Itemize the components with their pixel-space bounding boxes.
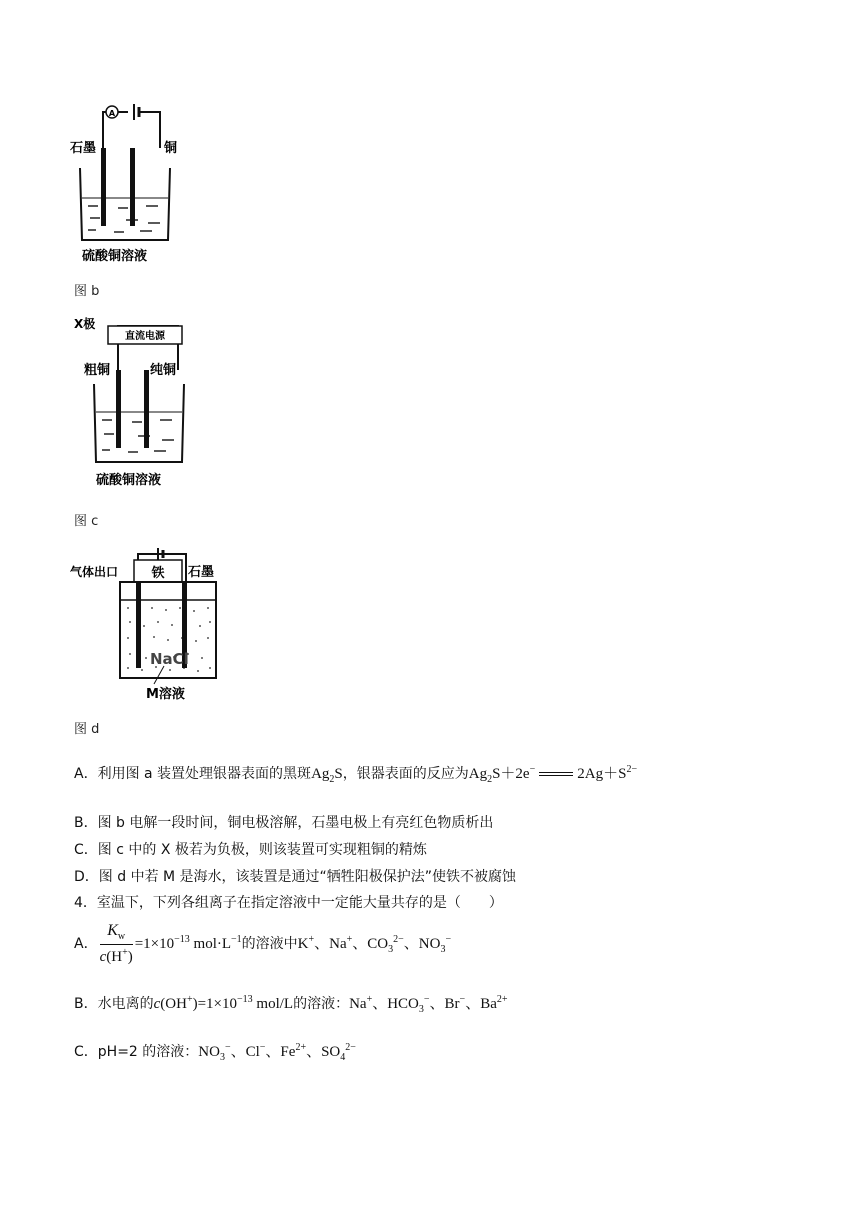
q3-option-b: B．图 b 电解一段时间，铜电极溶解，石墨电极上有亮红色物质析出 <box>74 815 494 831</box>
q3-option-d: D．图 d 中若 M 是海水，该装置是通过“牺牲阳极保护法”使铁不被腐蚀 <box>74 869 517 885</box>
figure-d-corrosion-diagram <box>68 548 228 708</box>
figure-b-caption: 图 b <box>74 284 100 299</box>
iron-electrode-label: 铁 <box>151 566 165 581</box>
gas-outlet-label: 气体出口 <box>70 565 119 579</box>
q4-option-a-label: A． <box>74 936 98 953</box>
q3-option-a: A．利用图 a 装置处理银器表面的黑斑$Ag_2S$，银器表面的反应为$Ag_2S+2e^-$ $2Ag+S^{2-}$ <box>74 764 638 785</box>
x-electrode-label: X极 <box>74 317 96 331</box>
right-electrode-label: 铜 <box>164 141 178 156</box>
left-electrode-label: 粗铜 <box>84 363 111 378</box>
q4-option-b: B．水电离的$c(OH^+)=1\times 10^{-13}$ mol/L的溶液：Na+、$HCO_3^-$、Br−、$Ba^{2+}$ <box>74 994 508 1015</box>
kw-fraction: $\frac{K_w}{c(H^+)}$ <box>99 922 133 966</box>
right-electrode-label: 纯铜 <box>150 363 177 378</box>
solution-label: 硫酸铜溶液 <box>82 249 148 264</box>
nacl-label: NaCl <box>150 650 189 668</box>
left-electrode-label: 石墨 <box>70 141 97 156</box>
q3-option-c: C．图 c 中的 X 极若为负极，则该装置可实现粗铜的精炼 <box>74 842 427 858</box>
q3-option-a-text-2: ，银器表面的反应为 <box>342 766 469 782</box>
ammeter-label: A <box>108 109 116 118</box>
q4-option-a: A． $\frac{K_w}{c(H^+)}$ $=1\times 10^{-13}$ $mol\cdot L^{-1}$的溶液中K+、Na+、$CO_3^{2-}$、$NO_3^-$ <box>74 922 452 966</box>
q3-option-a-text: A．利用图 a 装置处理银器表面的黑斑 <box>74 766 312 782</box>
q4-option-c-label: C．pH=2 的溶液： <box>74 1044 199 1060</box>
figure-c-electrolysis-diagram <box>68 312 198 492</box>
figure-b-electrolysis-diagram <box>68 98 178 266</box>
q4-option-b-text: 的溶液： <box>293 996 350 1012</box>
q4-option-a-text: 的溶液中 <box>241 936 298 953</box>
reaction-equals-sign <box>539 772 573 776</box>
figure-d-caption: 图 d <box>74 722 100 737</box>
graphite-electrode-label: 石墨 <box>188 565 215 580</box>
q4-option-c: C．pH=2 的溶液：$NO_3^-$、Cl−、$Fe^{2+}$、$SO_4^{2-}$ <box>74 1042 356 1063</box>
q4-option-b-label: B．水电离的 <box>74 996 154 1012</box>
solution-label: M溶液 <box>146 687 185 702</box>
q4-stem: 4．室温下，下列各组离子在指定溶液中一定能大量共存的是（ ） <box>74 895 503 911</box>
solution-label: 硫酸铜溶液 <box>96 473 162 488</box>
figure-c-caption: 图 c <box>74 514 99 529</box>
dc-source-label: 直流电源 <box>125 331 165 342</box>
